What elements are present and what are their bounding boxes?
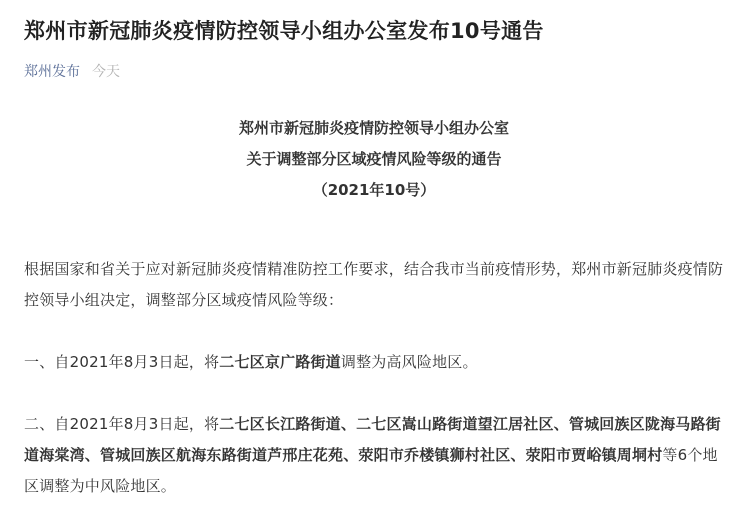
item-2-areas: 二七区长江路街道、二七区嵩山路街道望江居社区、管城回族区陇海马路街道海棠湾、管城回族区航海东路街道芦邢庄花苑、荥阳市乔楼镇狮村社区、荥阳市贾峪镇周垌村: [24, 415, 721, 464]
notice-number: （2021年10号）: [312, 181, 436, 199]
item-1-area: 二七区京广路街道: [219, 353, 341, 371]
article-title: 郑州市新冠肺炎疫情防控领导小组办公室发布10号通告: [24, 19, 544, 43]
article: [24, 14, 724, 502]
item-1-prefix: 一、自2021年8月3日起，将: [24, 353, 220, 371]
item-1-suffix: 调整为高风险地区。: [340, 353, 478, 371]
item-2-paragraph: [24, 409, 724, 502]
intro-paragraph: 根据国家和省关于应对新冠肺炎疫情精准防控工作要求，结合我市当前疫情形势，郑州市新冠肺炎疫情防控领导小组决定，调整部分区域疫情风险等级：: [24, 260, 724, 309]
article-body: [24, 254, 724, 502]
notice-header: [24, 113, 724, 206]
account-name-link[interactable]: 郑州发布: [24, 64, 80, 80]
notice-subject: 关于调整部分区域疫情风险等级的通告: [246, 150, 502, 168]
article-meta: [24, 60, 724, 84]
item-2-prefix: 二、自2021年8月3日起，将: [24, 415, 220, 433]
item-1-paragraph: [24, 347, 724, 378]
notice-issuer: 郑州市新冠肺炎疫情防控领导小组办公室: [238, 119, 509, 137]
item-2-suffix: 等6个地区调整为中风险地区。: [24, 446, 718, 495]
publish-time: 今天: [92, 64, 120, 80]
